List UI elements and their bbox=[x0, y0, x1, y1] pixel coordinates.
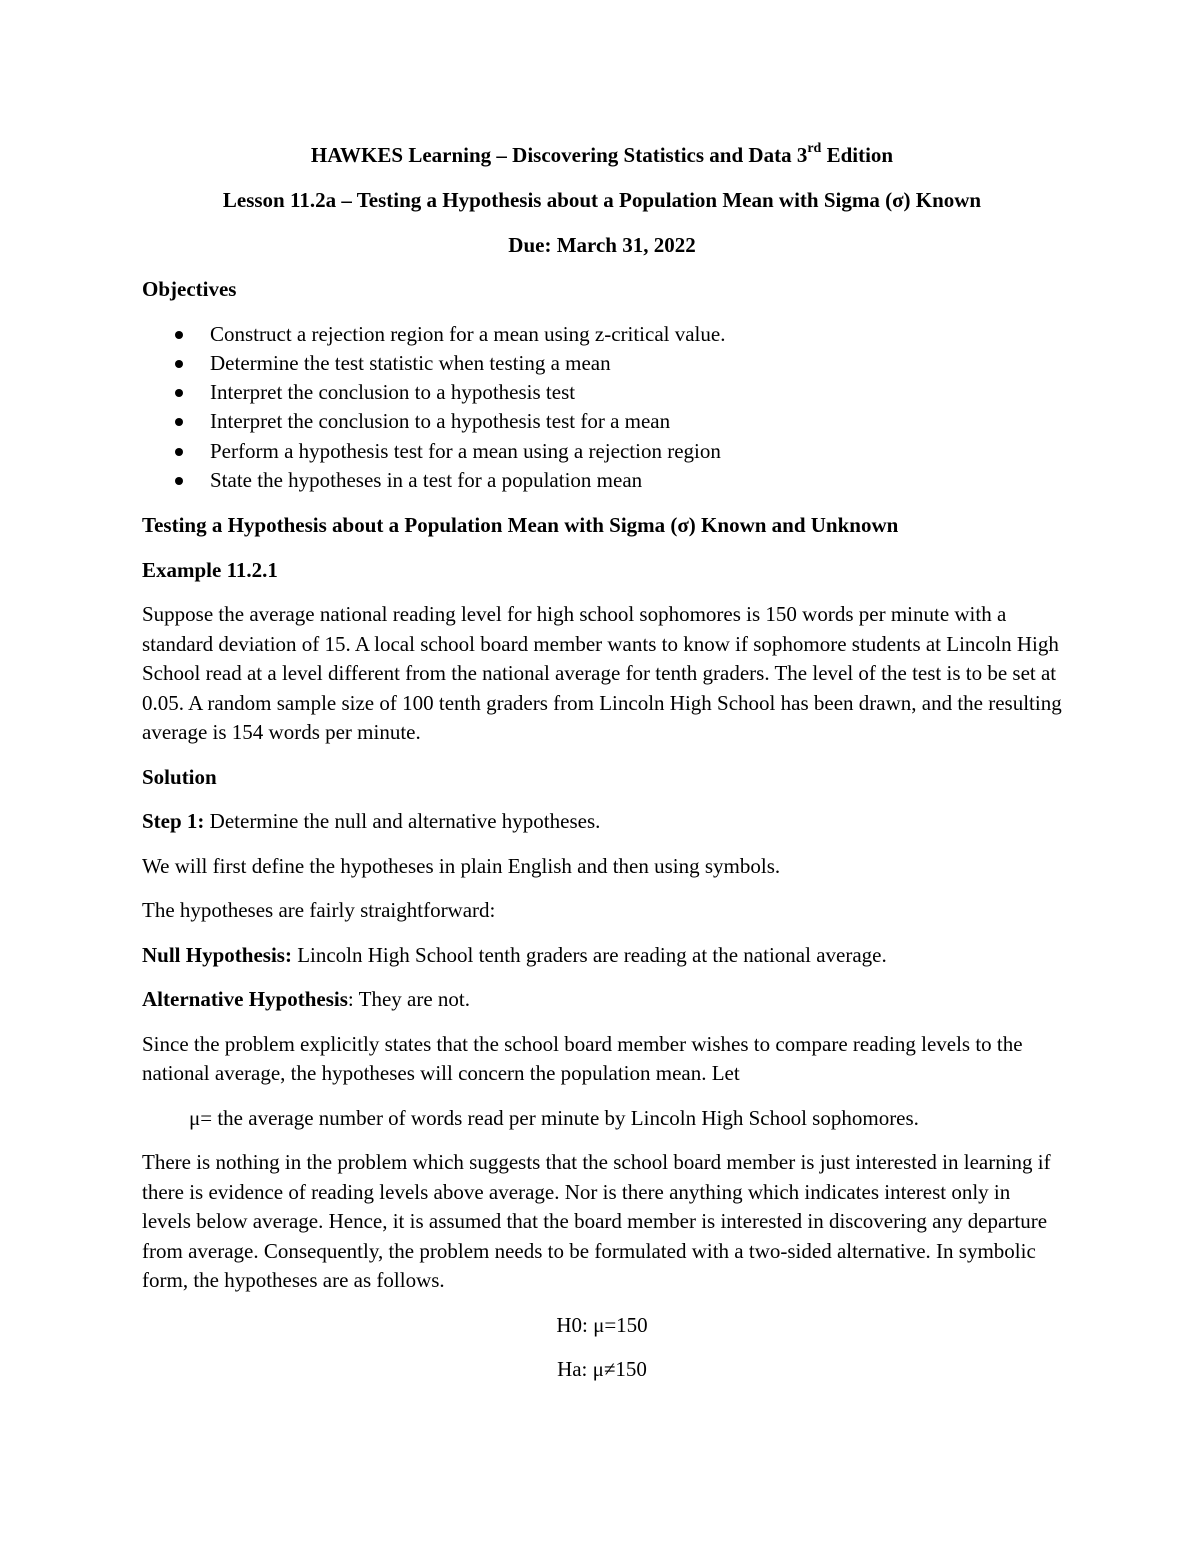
due-date: Due: March 31, 2022 bbox=[508, 233, 696, 257]
step-1-label: Step 1: bbox=[142, 809, 205, 834]
example-heading: Example 11.2.1 bbox=[142, 557, 278, 582]
list-item: Perform a hypothesis test for a mean using a rejection region bbox=[142, 437, 1062, 466]
section-heading: Testing a Hypothesis about a Population Mean with Sigma (σ) Known and Unknown bbox=[142, 513, 899, 538]
straightforward-text: The hypotheses are fairly straightforward: bbox=[142, 898, 496, 923]
objectives-list bbox=[142, 320, 1062, 496]
bullet-icon bbox=[175, 477, 183, 485]
step-1 bbox=[142, 807, 1062, 837]
alternative-hypothesis-text: : They are not. bbox=[347, 987, 470, 1012]
step-1-text: Determine the null and alternative hypotheses. bbox=[204, 809, 601, 834]
title-superscript: rd bbox=[807, 141, 822, 156]
document-page bbox=[142, 140, 1062, 1400]
list-item: State the hypotheses in a test for a population mean bbox=[142, 466, 1062, 495]
since-text: Since the problem explicitly states that the school board member wishes to compare reading levels to the national average, the hypotheses will concern the population mean. Let bbox=[142, 1031, 1023, 1086]
bullet-icon bbox=[175, 331, 183, 339]
list-item: Determine the test statistic when testing a mean bbox=[142, 349, 1062, 378]
alternative-hypothesis-label: Alternative Hypothesis bbox=[142, 987, 348, 1012]
solution-heading: Solution bbox=[142, 764, 217, 789]
nothing-text: There is nothing in the problem which suggests that the school board member is just interested in learning if there is evidence of reading levels above average. Nor is there anything which indicates interest only in levels below average. Hence, it is assumed that the board member is interested in discovering any departure from average. Consequently, the problem needs to be formulated with a two-sided alternative. In symbolic form, the hypotheses are as follows. bbox=[142, 1150, 1051, 1293]
mu-definition: μ= the average number of words read per minute by Lincoln High School sophomores. bbox=[189, 1105, 919, 1130]
bullet-icon bbox=[175, 448, 183, 456]
document-title: HAWKES Learning – Discovering Statistics and Data 3rd Edition bbox=[310, 141, 894, 167]
null-hypothesis-label: Null Hypothesis: bbox=[142, 942, 292, 967]
null-hypothesis-text: Lincoln High School tenth graders are reading at the national average. bbox=[291, 942, 887, 967]
objectives-heading: Objectives bbox=[142, 277, 237, 301]
list-item: Interpret the conclusion to a hypothesis test bbox=[142, 378, 1062, 407]
alternative-hypothesis bbox=[142, 985, 1062, 1015]
plain-english-text: We will first define the hypotheses in plain English and then using symbols. bbox=[142, 853, 781, 878]
list-item: Interpret the conclusion to a hypothesis test for a mean bbox=[142, 407, 1062, 436]
bullet-icon bbox=[175, 389, 183, 397]
lesson-title: Lesson 11.2a – Testing a Hypothesis about a Population Mean with Sigma (σ) Known bbox=[222, 188, 982, 212]
h0-statement: H0: μ=150 bbox=[556, 1312, 648, 1337]
null-hypothesis bbox=[142, 941, 1062, 971]
bullet-icon bbox=[175, 360, 183, 368]
bullet-icon bbox=[175, 418, 183, 426]
example-text: Suppose the average national reading level for high school sophomores is 150 words per minute with a standard deviation of 15. A local school board member wants to know if sophomore students at Lincoln High School read at a level different from the national average for tenth graders. The level of the test is to be set at 0.05. A random sample size of 100 tenth graders from Lincoln High School has been drawn, and the resulting average is 154 words per minute. bbox=[142, 602, 1062, 745]
list-item: Construct a rejection region for a mean using z-critical value. bbox=[142, 320, 1062, 349]
ha-statement: Ha: μ≠150 bbox=[557, 1357, 647, 1382]
